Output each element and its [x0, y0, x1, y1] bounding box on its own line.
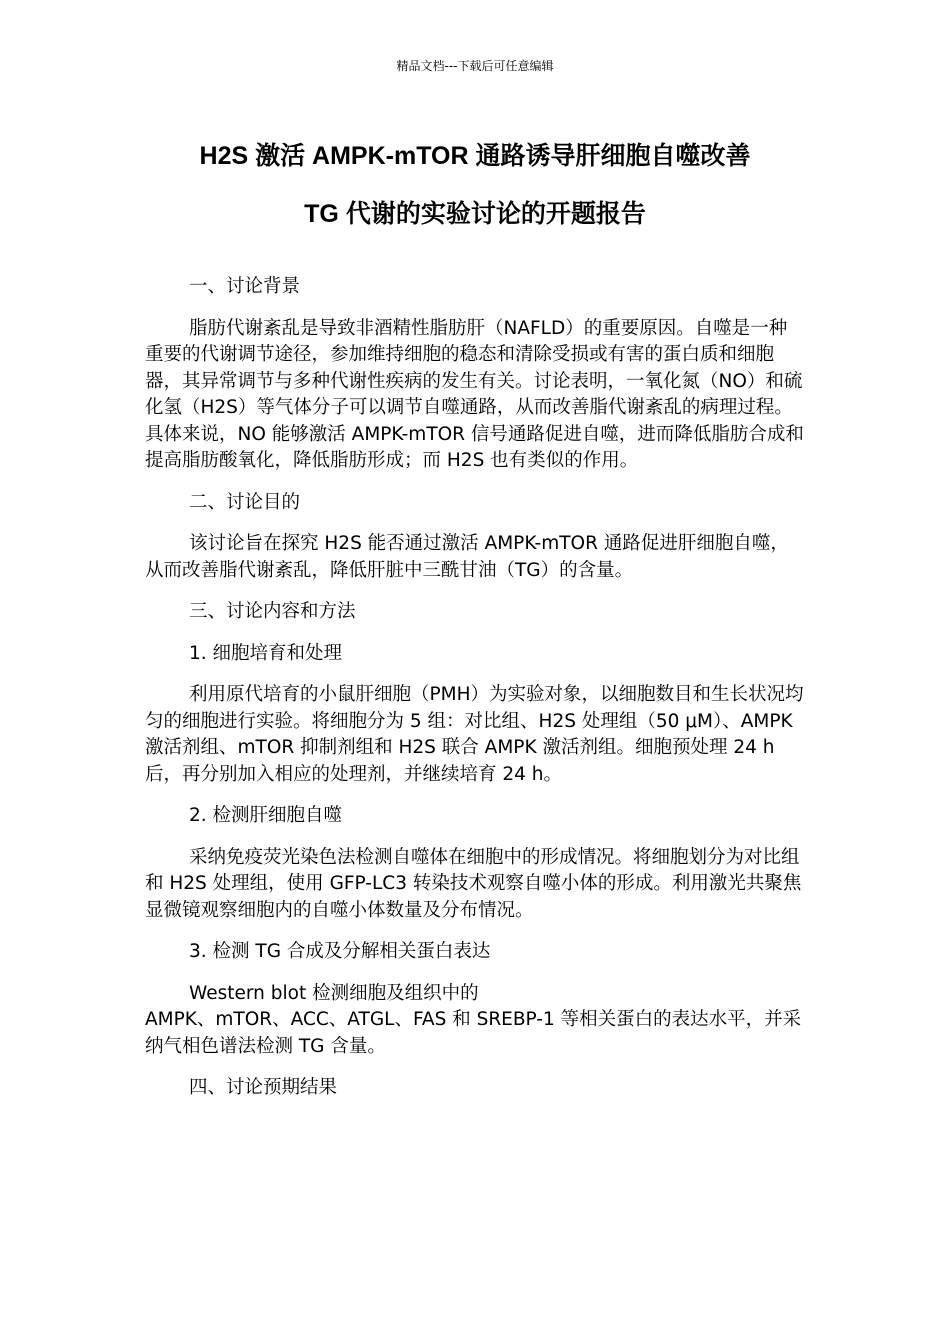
subheading-autophagy: 2. 检测肝细胞自噬	[189, 805, 343, 826]
section-heading-expected-results: 四、讨论预期结果	[189, 1077, 338, 1098]
paragraph-protein-line-1: Western blot 检测细胞及组织中的	[189, 982, 479, 1004]
section-heading-purpose: 二、讨论目的	[189, 491, 301, 513]
title-line-2: TG 代谢的实验讨论的开题报告	[304, 200, 646, 228]
paragraph-purpose: 该讨论旨在探究 H2S 能否通过激活 AMPK-mTOR 通路促进肝细胞自噬，从而改善脂代谢紊乱，降低肝脏中三酰甘油（TG）的含量。	[145, 533, 789, 581]
paragraph-cell-culture: 利用原代培育的小鼠肝细胞（PMH）为实验对象，以细胞数目和生长状况均匀的细胞进行实验。将细胞分为 5 组：对比组、H2S 处理组（50 μM）、AMPK 激活剂组、mTOR 抑制剂组和 H2S 联合 AMPK 激活剂组。细胞预处理 24 h 后，再分别加入相应的处理剂，并继续培育 24 h。	[145, 684, 804, 785]
subheading-protein-expression: 3. 检测 TG 合成及分解相关蛋白表达	[189, 941, 491, 962]
section-heading-methods: 三、讨论内容和方法	[189, 601, 356, 622]
paragraph-autophagy: 采纳免疫荧光染色法检测自噬体在细胞中的形成情况。将细胞划分为对比组和 H2S 处理组，使用 GFP-LC3 转染技术观察自噬小体的形成。利用激光共聚焦显微镜观察细胞内的自噬小体数量及分布情况。	[145, 846, 802, 921]
paragraph-protein-rest: AMPK、mTOR、ACC、ATGL、FAS 和 SREBP-1 等相关蛋白的表达水平，并采纳气相色谱法检测 TG 含量。	[145, 1009, 802, 1057]
subheading-cell-culture: 1. 细胞培育和处理	[189, 642, 343, 664]
document-body	[145, 274, 805, 1102]
section-heading-background: 一、讨论背景	[189, 276, 301, 297]
paragraph-background: 脂肪代谢紊乱是导致非酒精性脂肪肝（NAFLD）的重要原因。自噬是一种重要的代谢调节途径，参加维持细胞的稳态和清除受损或有害的蛋白质和细胞器，其异常调节与多种代谢性疾病的发生有关。讨论表明，一氧化氮（NO）和硫化氢（H2S）等气体分子可以调节自噬通路，从而改善脂代谢紊乱的病理过程。具体来说，NO 能够激活 AMPK-mTOR 信号通路促进自噬，进而降低脂肪合成和提高脂肪酸氧化，降低脂肪形成；而 H2S 也有类似的作用。	[145, 317, 804, 471]
page-header: 精品文档---下载后可任意编辑	[396, 59, 554, 73]
title-line-1: H2S 激活 AMPK-mTOR 通路诱导肝细胞自噬改善	[199, 142, 751, 170]
